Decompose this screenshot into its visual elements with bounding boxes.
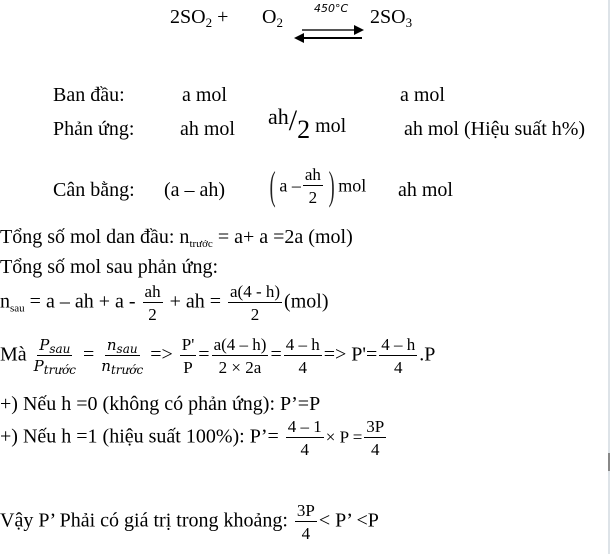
initial-so3: a mol	[400, 84, 445, 106]
equilibrium-so2: (a – ah)	[164, 179, 226, 201]
initial-so2: a mol	[182, 84, 227, 106]
reaction-o2: ah/2 mol	[268, 104, 347, 144]
equilibrium-label: Cân bằng:	[53, 179, 135, 201]
equilibrium-so3: ah mol	[398, 179, 453, 201]
case-h0: +) Nếu h =0 (không có phản ứng): P’=P	[0, 393, 321, 415]
reactant-so2: $2SO_2$ +	[170, 6, 229, 30]
temperature-label: 450°C	[314, 2, 349, 15]
equilibrium-o2: ( a – $\frac{ah}{2}$ ) mol	[269, 163, 367, 208]
reactant-o2: $O_2$	[262, 6, 283, 30]
reaction-label: Phản ứng:	[53, 118, 135, 140]
total-initial-line: Tổng số mol dan đầu: $n_{trước} = a+ a =2a$ (mol)	[0, 226, 353, 250]
ratio-equation: Mà $\frac{P_{sau}}{P_{trước}}$ = $\frac{n_{sau}}{n_{trước}}$ => $\frac{P'}{P}$ = $\frac{a(4 - h)}{2 \times 2a}$ = $\frac{4 - h}{4}$ => P'= $\frac{4 - h}{4}$ .P	[0, 335, 436, 377]
case-h1: +) Nếu h =1 (hiệu suất 100%): P’= $\frac{4 - 1}{4}$ × P = $\frac{3P}{4}$	[0, 417, 385, 459]
reaction-so2: ah mol	[180, 118, 235, 140]
equilibrium-arrow	[296, 2, 368, 42]
total-after-heading: Tổng số mol sau phản ứng:	[0, 256, 219, 278]
conclusion: Vậy P’ Phải có giá trị trong khoảng: $\frac{3P}{4}$ < P’ <P	[0, 501, 379, 543]
n-after-equation: $n_{sau} = a$ – ah + a - $\frac{ah}{2}$ + ah = $\frac{a(4 - h)}{2}$ (mol)	[0, 282, 329, 324]
product-so3: $2SO_3$	[370, 6, 413, 30]
reaction-so3: ah mol (Hiệu suất h%)	[404, 118, 586, 140]
initial-label: Ban đầu:	[53, 84, 125, 106]
backward-arrow-icon	[298, 37, 362, 39]
forward-arrow-icon	[302, 29, 362, 31]
